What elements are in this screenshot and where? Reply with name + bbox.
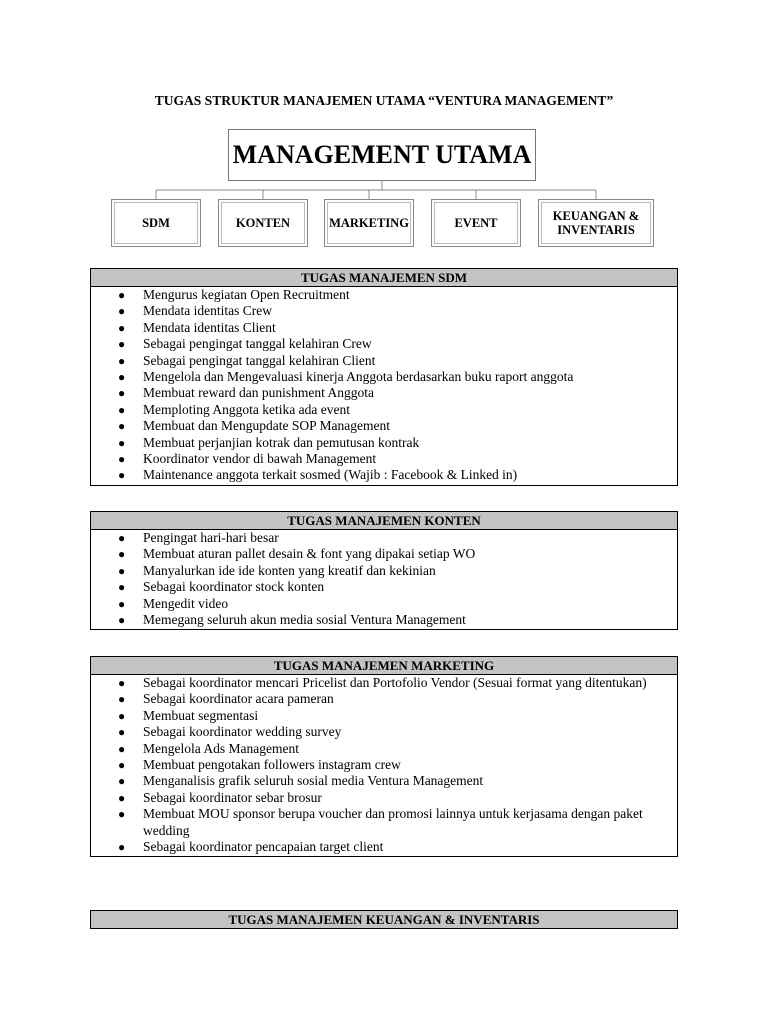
bullet-icon: ● (118, 353, 126, 368)
dept-box-marketing (324, 199, 414, 247)
dept-box-event (431, 199, 521, 247)
list-item: ● Maintenance anggota terkait sosmed (Wajib : Facebook & Linked in) (118, 467, 518, 483)
list-item: ● Memploting Anggota ketika ada event (118, 401, 350, 417)
bullet-icon: ● (118, 419, 126, 434)
list-item: ● Mendata identitas Crew (118, 303, 272, 319)
section-konten (90, 511, 678, 630)
section-heading: TUGAS MANAJEMEN SDM (91, 269, 677, 287)
dept-label: SDM (142, 216, 170, 230)
list-item: ● Sebagai koordinator mencari Pricelist dan Portofolio Vendor (Sesuai format yang ditentukan) (118, 675, 647, 690)
list-item: ● Koordinator vendor di bawah Management (118, 451, 377, 467)
list-item: ● Mengelola dan Mengevaluasi kinerja Anggota berdasarkan buku raport anggota (118, 369, 574, 385)
list-item: ● Membuat pengotakan followers instagram crew (118, 757, 401, 773)
bullet-icon: ● (118, 304, 126, 319)
section-sdm (90, 268, 678, 486)
bullet-icon: ● (118, 676, 126, 690)
dept-label: MARKETING (329, 216, 409, 230)
bullet-icon: ● (118, 468, 126, 483)
bullet-icon: ● (118, 547, 126, 562)
bullet-icon: ● (118, 452, 126, 467)
list-item: ● Manyalurkan ide ide konten yang kreatif dan kekinian (118, 562, 436, 578)
bullet-icon: ● (118, 370, 126, 385)
task-list (91, 287, 677, 485)
bullet-icon: ● (118, 386, 126, 401)
bullet-icon: ● (118, 613, 126, 628)
bullet-icon: ● (118, 840, 126, 855)
task-list (91, 675, 677, 856)
list-item: ● Sebagai koordinator sebar brosur (118, 789, 322, 805)
list-item: ● Membuat aturan pallet desain & font yang dipakai setiap WO (118, 546, 476, 562)
document-title: TUGAS STRUKTUR MANAJEMEN UTAMA “VENTURA MANAGEMENT” (154, 93, 614, 108)
list-item: ● Sebagai pengingat tanggal kelahiran Client (118, 352, 376, 368)
list-item: ● Pengingat hari-hari besar (118, 530, 279, 545)
bullet-icon: ● (118, 708, 126, 723)
list-item: ● Mengurus kegiatan Open Recruitment (118, 287, 350, 302)
section-marketing (90, 656, 678, 857)
bullet-icon: ● (118, 758, 126, 773)
org-chart-top-label: MANAGEMENT UTAMA (232, 140, 532, 169)
dept-box-keuangan (538, 199, 654, 247)
bullet-icon: ● (118, 790, 126, 805)
dept-box-konten (218, 199, 308, 247)
list-item: ● Memegang seluruh akun media sosial Ventura Management (118, 612, 466, 628)
dept-box-sdm (111, 199, 201, 247)
dept-label: KONTEN (235, 216, 291, 230)
list-item: ● Sebagai koordinator pencapaian target client (118, 839, 384, 855)
list-item: ● Membuat segmentasi (118, 707, 259, 723)
dept-label: KEUANGAN & INVENTARIS (552, 209, 640, 237)
bullet-icon: ● (118, 435, 126, 450)
bullet-icon: ● (118, 580, 126, 595)
task-list (91, 530, 677, 629)
bullet-icon: ● (118, 531, 126, 545)
list-item: ● Sebagai koordinator stock konten (118, 579, 325, 595)
bullet-icon: ● (118, 288, 126, 302)
list-item: ● Sebagai pengingat tanggal kelahiran Crew (118, 336, 372, 352)
section-heading: TUGAS MANAJEMEN KONTEN (91, 512, 677, 530)
list-item: ● Mengelola Ads Management (118, 740, 299, 756)
section-heading: TUGAS MANAJEMEN KEUANGAN & INVENTARIS (91, 911, 677, 928)
section-heading: TUGAS MANAJEMEN MARKETING (91, 657, 677, 675)
list-item: ● Membuat perjanjian kotrak dan pemutusan kontrak (118, 434, 420, 450)
list-item: ● Membuat MOU sponsor berupa voucher dan promosi lainnya untuk kerjasama dengan paket wedding (118, 806, 643, 838)
list-item: ● Membuat reward dan punishment Anggota (118, 385, 374, 401)
org-chart-top-box (228, 129, 536, 181)
bullet-icon: ● (118, 725, 126, 740)
list-item: ● Sebagai koordinator wedding survey (118, 724, 342, 740)
bullet-icon: ● (118, 402, 126, 417)
bullet-icon: ● (118, 807, 126, 822)
list-item: ● Menganalisis grafik seluruh sosial media Ventura Management (118, 773, 484, 789)
list-item: ● Mendata identitas Client (118, 319, 276, 335)
list-item: ● Membuat dan Mengupdate SOP Management (118, 418, 390, 434)
bullet-icon: ● (118, 692, 126, 707)
bullet-icon: ● (118, 596, 126, 611)
section-keuangan (90, 910, 678, 929)
dept-label: EVENT (454, 216, 498, 230)
bullet-icon: ● (118, 741, 126, 756)
bullet-icon: ● (118, 774, 126, 789)
list-item: ● Mengedit video (118, 595, 229, 611)
bullet-icon: ● (118, 337, 126, 352)
bullet-icon: ● (118, 320, 126, 335)
list-item: ● Sebagai koordinator acara pameran (118, 691, 334, 707)
bullet-icon: ● (118, 563, 126, 578)
